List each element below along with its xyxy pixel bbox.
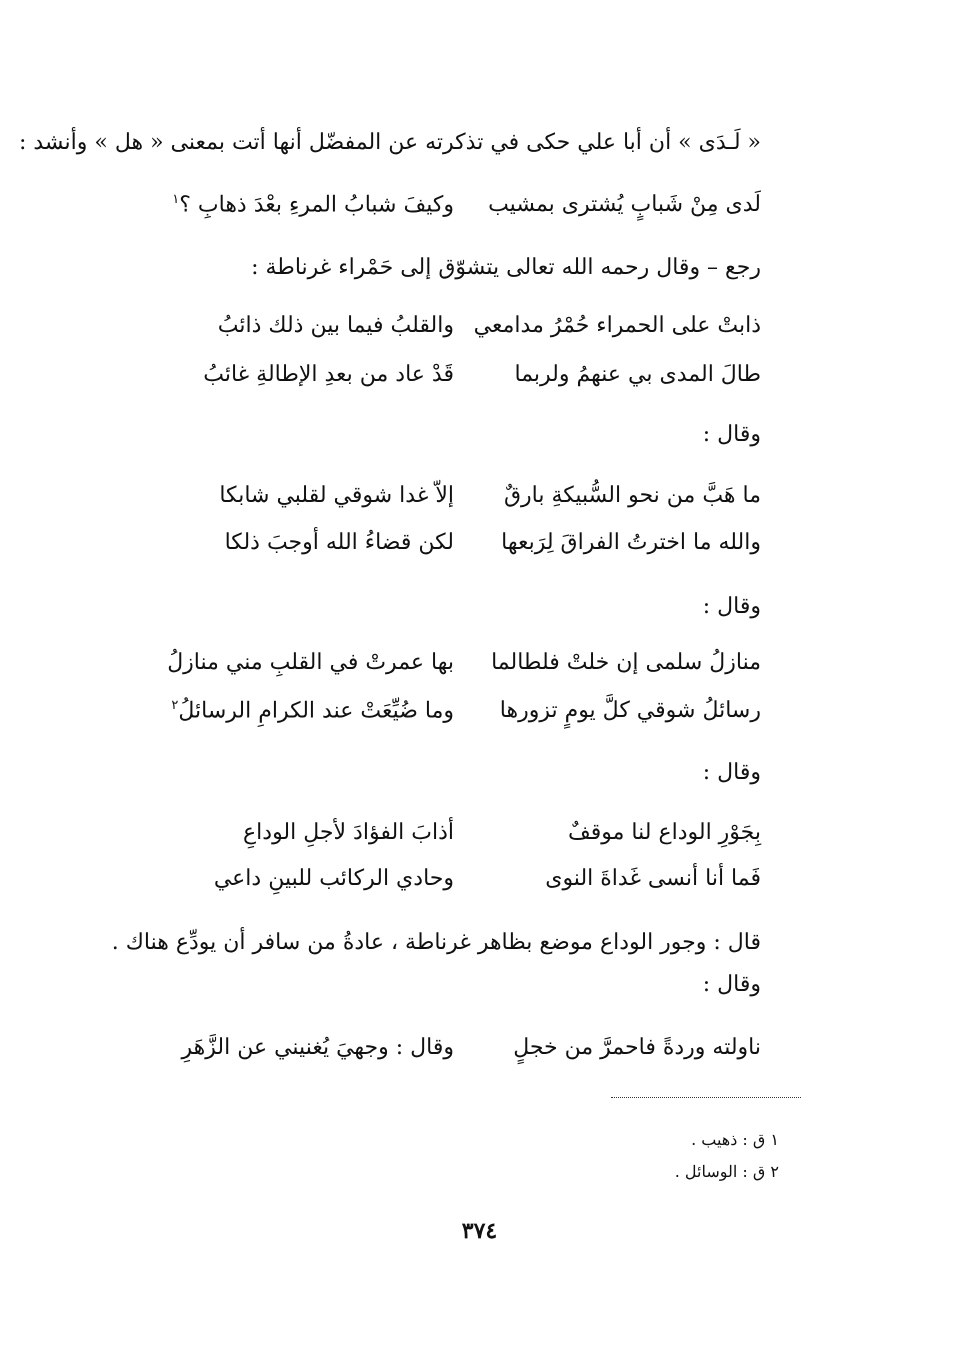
qala-heading-3: وقال : <box>702 760 761 785</box>
verse-4-first-hemistich: ما هَبَّ من نحو السُّبيكةِ بارقٌ <box>503 483 761 508</box>
verse-7-first-hemistich: رسائلُ شوقي كلَّ يومٍ تزورها <box>499 698 761 723</box>
verse-2-first-hemistich: ذابتْ على الحمراء حُمْرُ مدامعي <box>473 313 761 338</box>
verse-10-second-hemistich: وقال : وجهيَ يُغنيني عن الزَّهَرِ <box>181 1035 454 1060</box>
qala-heading-2: وقال : <box>702 594 761 619</box>
verse-3-second-hemistich: قَدْ عاد من بعدِ الإطالةِ غائبُ <box>203 362 454 387</box>
verse-4-second-hemistich: إلاّ غدا شوقي لقلبي شابكا <box>219 483 454 508</box>
footnote-ref-1: ١ <box>172 192 180 207</box>
qala-heading-1: وقال : <box>702 422 761 447</box>
verse-8-first-hemistich: بِجَوْرِ الوداع لنا موقفٌ <box>568 820 761 845</box>
verse-8-second-hemistich: أذابَ الفؤادَ لأجلِ الوداعِ <box>243 820 454 845</box>
verse-1-second-text: وكيفَ شبابُ المرءِ بعْدَ ذهابِ ؟ <box>179 192 454 218</box>
verse-5-second-hemistich: لكن قضاءُ الله أوجبَ ذلكا <box>224 530 454 555</box>
prose-line-rajaa: رجع – وقال رحمه الله تعالى يتشوّق إلى حَمْراء غرناطة : <box>251 255 761 280</box>
prose-line-ladai: « لَـدَى » أن أبا علي حكى في تذكرته عن المفضّل أنها أتت بمعنى « هل » وأنشد : <box>18 130 761 155</box>
prose-line-jawr: قال : وجور الوداع موضع بظاهر غرناطة ، عادةُ من سافر أن يودِّع هناك . <box>111 930 761 955</box>
verse-9-second-hemistich: وحادي الركائب للبينِ داعي <box>213 866 454 891</box>
verse-7-second-hemistich <box>171 698 454 723</box>
verse-1-first-hemistich: لَدى مِنْ شَبابٍ يُشترى بمشيب <box>488 192 761 217</box>
page-number: ٣٧٤ <box>461 1218 498 1244</box>
footnote-1: ١ ق : ذهيب . <box>691 1130 779 1149</box>
verse-5-first-hemistich: والله ما اخترتُ الفراقَ لِرَبعها <box>501 530 761 555</box>
verse-6-first-hemistich: منازلُ سلمى إن خلتْ فلطالما <box>491 650 761 675</box>
footnote-separator <box>611 1097 801 1098</box>
verse-7-second-text: وما ضُيِّعَتْ عند الكرامِ الرسائلُ <box>178 698 454 724</box>
footnote-2: ٢ ق : الوسائل . <box>674 1162 779 1181</box>
verse-2-second-hemistich: والقلبُ فيما بين ذلك ذائبُ <box>217 313 454 338</box>
verse-10-first-hemistich: ناولته وردةً فاحمرَّ من خجلٍ <box>513 1035 761 1060</box>
footnote-ref-2: ٢ <box>171 698 179 713</box>
verse-1-second-hemistich <box>172 192 454 217</box>
verse-3-first-hemistich: طالَ المدى بي عنهمُ ولربما <box>514 362 761 387</box>
verse-9-first-hemistich: فَما أنا أنسى غَداةَ النوى <box>545 866 761 891</box>
qala-heading-4: وقال : <box>702 972 761 997</box>
verse-6-second-hemistich: بها عمرتْ في القلبِ مني منازلُ <box>167 650 454 675</box>
